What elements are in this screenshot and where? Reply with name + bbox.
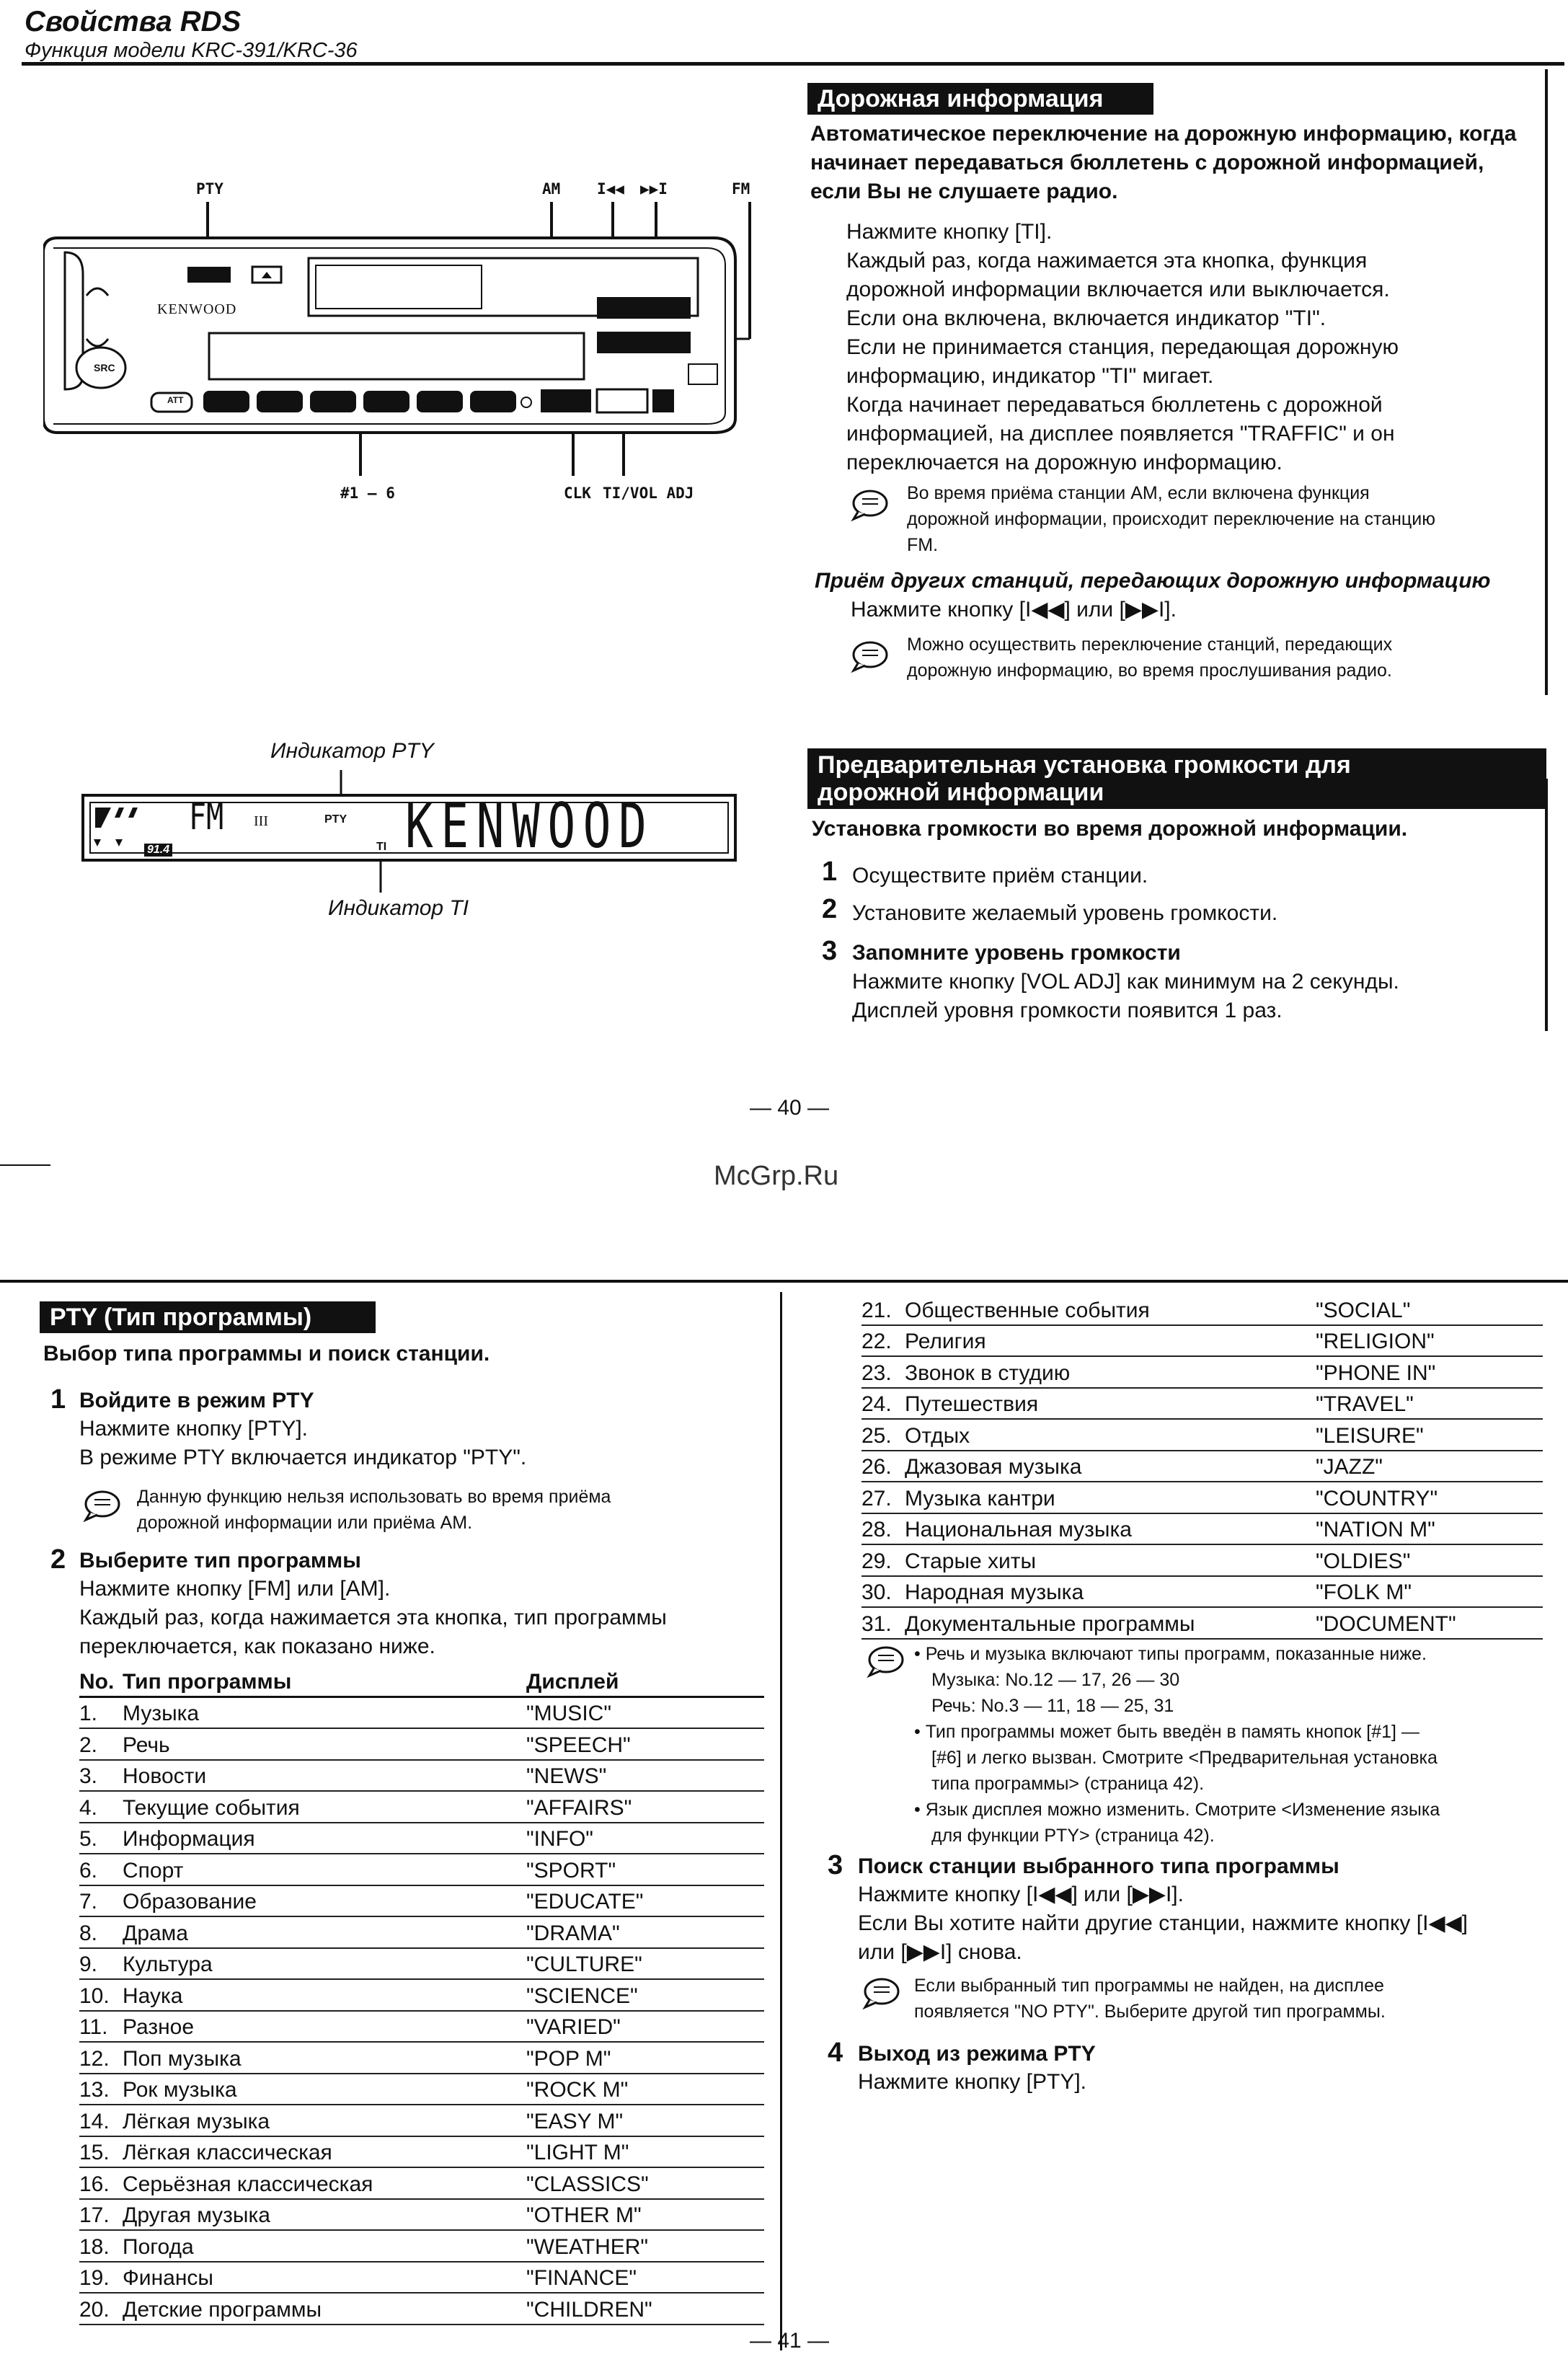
table-row (861, 1607, 1543, 1639)
table-cell-disp: "ROCK M" (526, 2074, 764, 2105)
note-line: Можно осуществить переключение станций, передающих (907, 634, 1393, 655)
table-cell-no: 26. (861, 1451, 905, 1482)
pty-step2-body (79, 1575, 764, 1661)
table-row (861, 1451, 1543, 1482)
table-cell-disp: "POP M" (526, 2042, 764, 2074)
table-cell-disp: "EASY M" (526, 2105, 764, 2136)
note-line: Данную функцию нельзя использовать во время приёма (137, 1487, 611, 1507)
table-cell-type: Народная музыка (905, 1576, 1316, 1608)
pty-note-2 (914, 1641, 1549, 1849)
display-ti-indicator: TI (376, 841, 387, 853)
pty-step-line: переключается, как показано ниже. (79, 1635, 435, 1658)
pty-section-heading: PTY (Тип программы) (40, 1301, 376, 1333)
table-cell-type: Образование (123, 1885, 526, 1917)
table-cell-type: Рок музыка (123, 2074, 526, 2105)
table-cell-no: 30. (861, 1576, 905, 1608)
page-number-40: — 40 — (750, 1096, 830, 1120)
table-cell-disp: "SOCIAL" (1316, 1294, 1543, 1325)
table-cell-no: 11. (79, 2011, 123, 2043)
note-line: FM. (907, 535, 939, 555)
note-line: • Язык дисплея можно изменить. Смотрите <Изменение языка (914, 1800, 1440, 1820)
note-line: дорожную информацию, во время прослушивания радио. (907, 660, 1392, 681)
table-cell-type: Серьёзная классическая (123, 2167, 526, 2199)
traffic-line: переключается на дорожную информацию. (846, 451, 1283, 474)
table-header-row (79, 1666, 764, 1697)
table-cell-disp: "VARIED" (526, 2011, 764, 2043)
table-cell-type: Документальные программы (905, 1607, 1316, 1639)
table-cell-no: 7. (79, 1885, 123, 1917)
table-row (79, 2293, 764, 2325)
pty-lead: Выбор типа программы и поиск станции. (43, 1342, 490, 1366)
table-cell-type: Звонок в студию (905, 1356, 1316, 1388)
table-cell-type: Старые хиты (905, 1544, 1316, 1576)
table-cell-no: 31. (861, 1607, 905, 1639)
display-band-number: III (254, 813, 268, 829)
traffic-subheading: Приём других станций, передающих дорожную информацию (815, 569, 1491, 593)
traffic-note-2 (907, 632, 1527, 684)
table-cell-no: 29. (861, 1544, 905, 1576)
table-row (861, 1356, 1543, 1388)
note-line: • Речь и музыка включают типы программ, показанные ниже. (914, 1644, 1427, 1664)
table-row (861, 1513, 1543, 1545)
table-cell-type: Разное (123, 2011, 526, 2043)
table-cell-no: 24. (861, 1388, 905, 1420)
table-row (79, 2105, 764, 2136)
label-tivol: TI/VOL ADJ (603, 485, 694, 502)
table-cell-type: Новости (123, 1760, 526, 1792)
pty-step-line: Нажмите кнопку [PTY]. (858, 2070, 1086, 2094)
label-presets: #1 – 6 (340, 485, 395, 502)
pty-step-title: Поиск станции выбранного типа программы (858, 1854, 1339, 1878)
table-row (861, 1544, 1543, 1576)
table-cell-type: Погода (123, 2230, 526, 2262)
table-cell-disp: "SCIENCE" (526, 1979, 764, 2011)
table-cell-type: Путешествия (905, 1388, 1316, 1420)
traffic-section-heading: Дорожная информация (807, 83, 1153, 115)
pty-step-line: Каждый раз, когда нажимается эта кнопка, тип программы (79, 1606, 667, 1629)
volume-step-number: 3 (822, 936, 838, 966)
table-cell-type: Речь (123, 1728, 526, 1760)
table-cell-no: 1. (79, 1697, 123, 1728)
note-line: типа программы> (страница 42). (931, 1774, 1205, 1794)
table-row (861, 1325, 1543, 1357)
note-line: для функции PTY> (страница 42). (931, 1826, 1215, 1846)
note-line: появляется "NO PTY". Выберите другой тип программы. (914, 2001, 1386, 2022)
table-cell-type: Отдых (905, 1419, 1316, 1451)
table-row (861, 1294, 1543, 1325)
note-icon (867, 1644, 905, 1678)
note-icon (851, 639, 890, 673)
table-cell-no: 4. (79, 1791, 123, 1823)
table-cell-no: 12. (79, 2042, 123, 2074)
pty-note-3 (914, 1973, 1549, 2025)
table-cell-type: Текущие события (123, 1791, 526, 1823)
table-cell-disp: "NEWS" (526, 1760, 764, 1792)
table-row (79, 1854, 764, 1885)
traffic-note-1 (907, 480, 1527, 558)
table-cell-no: 28. (861, 1513, 905, 1545)
table-cell-no: 9. (79, 1948, 123, 1980)
table-cell-no: 13. (79, 2074, 123, 2105)
pty-table-right (861, 1294, 1543, 1640)
pty-step3-body (858, 1880, 1550, 1967)
table-row (79, 1823, 764, 1854)
traffic-body (846, 218, 1531, 477)
table-cell-type: Лёгкая классическая (123, 2136, 526, 2168)
table-cell-disp: "DRAMA" (526, 1916, 764, 1948)
pty-step-line: Нажмите кнопку [I◀◀] или [▶▶I]. (858, 1883, 1184, 1906)
traffic-subline: Нажмите кнопку [I◀◀] или [▶▶I]. (851, 598, 1177, 622)
watermark: McGrp.Ru (714, 1161, 839, 1191)
table-cell-type: Другая музыка (123, 2199, 526, 2231)
table-cell-disp: "JAZZ" (1316, 1451, 1543, 1482)
label-pty: PTY (196, 180, 223, 198)
table-cell-type: Драма (123, 1916, 526, 1948)
note-icon (83, 1488, 122, 1523)
pty-step-line: Нажмите кнопку [PTY]. (79, 1417, 308, 1441)
header-rule (22, 62, 1564, 66)
column-header-type: Тип программы (123, 1666, 526, 1697)
radio-faceplate-diagram (43, 173, 764, 505)
note-line: [#6] и легко вызван. Смотрите <Предварительная установка (931, 1748, 1438, 1768)
pty-step-number: 4 (828, 2038, 843, 2068)
table-cell-type: Поп музыка (123, 2042, 526, 2074)
pty-step-title: Войдите в режим PTY (79, 1389, 314, 1412)
table-cell-type: Финансы (123, 2262, 526, 2294)
table-row (79, 1885, 764, 1917)
table-cell-disp: "AFFAIRS" (526, 1791, 764, 1823)
table-row (79, 2074, 764, 2105)
note-icon (862, 1976, 901, 2010)
table-row (861, 1419, 1543, 1451)
table-row (79, 2262, 764, 2294)
pty-step-line: или [▶▶I] снова. (858, 1940, 1022, 1964)
table-cell-disp: "NATION M" (1316, 1513, 1543, 1545)
pty-step-title: Выберите тип программы (79, 1549, 361, 1573)
pty-table-left (79, 1666, 764, 2325)
pty-step-number: 2 (50, 1544, 66, 1575)
table-cell-disp: "RELIGION" (1316, 1325, 1543, 1357)
traffic-lead: Автоматическое переключение на дорожную информацию, когда начинает передаваться бюллетень с дорожной информацией, если Вы не слушаете радио. (810, 122, 1517, 203)
table-cell-no: 14. (79, 2105, 123, 2136)
label-clk: CLK (564, 485, 591, 502)
column-rule (1545, 779, 1548, 1031)
table-cell-type: Музыка (123, 1697, 526, 1728)
table-cell-no: 21. (861, 1294, 905, 1325)
volume-step-line: Нажмите кнопку [VOL ADJ] как минимум на 2 секунды. (852, 970, 1399, 994)
traffic-line: Если не принимается станция, передающая дорожную (846, 335, 1399, 359)
page41-top-rule (0, 1280, 1568, 1283)
table-cell-no: 15. (79, 2136, 123, 2168)
table-cell-type: Спорт (123, 1854, 526, 1885)
table-cell-no: 2. (79, 1728, 123, 1760)
page-subtitle: Функция модели KRC-391/KRC-36 (25, 39, 358, 62)
table-cell-type: Религия (905, 1325, 1316, 1357)
pty-step4-body (858, 2068, 1550, 2097)
table-row (861, 1388, 1543, 1420)
traffic-line: Если она включена, включается индикатор "TI". (846, 306, 1326, 330)
page-number-41: — 41 — (750, 2329, 830, 2353)
note-line: Музыка: No.12 — 17, 26 — 30 (931, 1670, 1180, 1690)
table-cell-no: 19. (79, 2262, 123, 2294)
table-cell-no: 8. (79, 1916, 123, 1948)
volume-step-body (852, 968, 1544, 1025)
label-prev: I◀◀ (597, 180, 624, 198)
pty-note-1 (137, 1484, 757, 1536)
table-cell-type: Общественные события (905, 1294, 1316, 1325)
table-cell-type: Наука (123, 1979, 526, 2011)
table-cell-no: 5. (79, 1823, 123, 1854)
volume-step-text: Установите желаемый уровень громкости. (852, 901, 1278, 925)
pty-step1-body (79, 1415, 764, 1472)
table-row (79, 1948, 764, 1980)
pty-indicator-caption: Индикатор PTY (270, 739, 434, 763)
traffic-line: дорожной информации включается или выключается. (846, 278, 1390, 301)
table-cell-disp: "LIGHT M" (526, 2136, 764, 2168)
table-cell-disp: "SPORT" (526, 1854, 764, 1885)
display-band: FM (189, 796, 224, 838)
table-cell-no: 16. (79, 2167, 123, 2199)
table-row (79, 1916, 764, 1948)
table-cell-disp: "INFO" (526, 1823, 764, 1854)
note-line: Если выбранный тип программы не найден, на дисплее (914, 1976, 1384, 1996)
table-cell-no: 23. (861, 1356, 905, 1388)
table-cell-disp: "CULTURE" (526, 1948, 764, 1980)
table-row (79, 2199, 764, 2231)
table-row (79, 2136, 764, 2168)
table-row (861, 1482, 1543, 1513)
table-cell-no: 6. (79, 1854, 123, 1885)
table-cell-disp: "OLDIES" (1316, 1544, 1543, 1576)
table-row (79, 1791, 764, 1823)
pty-step-number: 1 (50, 1384, 66, 1415)
table-cell-type: Национальная музыка (905, 1513, 1316, 1545)
note-line: дорожной информации или приёма АМ. (137, 1513, 473, 1533)
volume-section-heading (807, 748, 1546, 809)
note-icon (851, 487, 890, 522)
table-row (79, 2167, 764, 2199)
table-row (79, 1760, 764, 1792)
volume-step-number: 1 (822, 857, 838, 887)
note-line: Речь: No.3 — 11, 18 — 25, 31 (931, 1696, 1174, 1716)
table-cell-disp: "FOLK M" (1316, 1576, 1543, 1608)
margin-mark (0, 1164, 50, 1166)
table-cell-disp: "OTHER M" (526, 2199, 764, 2231)
traffic-line: информацией, на дисплее появляется "TRAFFIC" и он (846, 422, 1395, 446)
note-line: дорожной информации, происходит переключение на станцию (907, 509, 1435, 529)
volume-heading-line2: дорожной информации (818, 779, 1104, 806)
table-row (79, 2011, 764, 2043)
table-cell-disp: "COUNTRY" (1316, 1482, 1543, 1513)
traffic-line: Каждый раз, когда нажимается эта кнопка, функция (846, 249, 1368, 273)
display-frequency: 91.4 (144, 844, 172, 857)
table-cell-disp: "WEATHER" (526, 2230, 764, 2262)
table-cell-disp: "CLASSICS" (526, 2167, 764, 2199)
pty-step-line: Нажмите кнопку [FM] или [AM]. (79, 1577, 391, 1601)
table-cell-type: Лёгкая музыка (123, 2105, 526, 2136)
table-cell-no: 27. (861, 1482, 905, 1513)
table-row (79, 2042, 764, 2074)
column-rule (1545, 69, 1548, 695)
pty-step-line: Если Вы хотите найти другие станции, нажмите кнопку [I◀◀] (858, 1911, 1468, 1935)
table-cell-no: 10. (79, 1979, 123, 2011)
table-row (79, 1979, 764, 2011)
att-button-label: ATT (167, 395, 184, 405)
brand-logo: KENWOOD (157, 301, 237, 317)
table-cell-disp: "DOCUMENT" (1316, 1607, 1543, 1639)
traffic-line: информацию, индикатор "TI" мигает. (846, 364, 1214, 388)
table-row (79, 1728, 764, 1760)
table-cell-type: Джазовая музыка (905, 1451, 1316, 1482)
table-cell-disp: "MUSIC" (526, 1697, 764, 1728)
page-title: Свойства RDS (25, 6, 242, 37)
column-rule (780, 1292, 782, 2350)
display-brand-segments: KENWOOD (405, 790, 655, 862)
table-cell-disp: "EDUCATE" (526, 1885, 764, 1917)
table-cell-disp: "PHONE IN" (1316, 1356, 1543, 1388)
label-next: ▶▶I (640, 180, 668, 198)
note-line: Во время приёма станции АМ, если включена функция (907, 483, 1370, 503)
column-header-no: No. (79, 1666, 123, 1697)
table-cell-no: 18. (79, 2230, 123, 2262)
ti-indicator-caption: Индикатор TI (328, 896, 469, 920)
pty-step-title: Выход из режима PTY (858, 2042, 1096, 2066)
table-cell-no: 25. (861, 1419, 905, 1451)
label-fm: FM (732, 180, 750, 198)
volume-lead: Установка громкости во время дорожной информации. (812, 817, 1408, 841)
table-cell-type: Музыка кантри (905, 1482, 1316, 1513)
table-cell-no: 3. (79, 1760, 123, 1792)
label-am: AM (542, 180, 561, 198)
table-cell-disp: "CHILDREN" (526, 2293, 764, 2325)
table-cell-no: 17. (79, 2199, 123, 2231)
table-cell-disp: "LEISURE" (1316, 1419, 1543, 1451)
table-cell-disp: "SPEECH" (526, 1728, 764, 1760)
pty-step-line: В режиме PTY включается индикатор "PTY". (79, 1446, 527, 1469)
volume-step-text: Осуществите приём станции. (852, 864, 1148, 888)
table-cell-disp: "TRAVEL" (1316, 1388, 1543, 1420)
display-pty-indicator: PTY (324, 813, 347, 826)
table-cell-type: Детские программы (123, 2293, 526, 2325)
note-line: • Тип программы может быть введён в память кнопок [#1] — (914, 1722, 1419, 1742)
table-row (79, 2230, 764, 2262)
traffic-line: Когда начинает передаваться бюллетень с дорожной (846, 393, 1383, 417)
table-cell-disp: "FINANCE" (526, 2262, 764, 2294)
table-row (79, 1697, 764, 1728)
volume-heading-line1: Предварительная установка громкости для (818, 751, 1351, 779)
column-header-display: Дисплей (526, 1666, 764, 1697)
table-row (861, 1576, 1543, 1608)
src-button-label: SRC (94, 362, 115, 373)
volume-step-number: 2 (822, 894, 838, 924)
table-cell-type: Информация (123, 1823, 526, 1854)
table-cell-type: Культура (123, 1948, 526, 1980)
volume-step-title: Запомните уровень громкости (852, 941, 1181, 965)
pty-step-number: 3 (828, 1850, 843, 1880)
traffic-line: Нажмите кнопку [TI]. (846, 220, 1053, 244)
table-cell-no: 22. (861, 1325, 905, 1357)
table-cell-no: 20. (79, 2293, 123, 2325)
volume-step-line: Дисплей уровня громкости появится 1 раз. (852, 999, 1283, 1022)
